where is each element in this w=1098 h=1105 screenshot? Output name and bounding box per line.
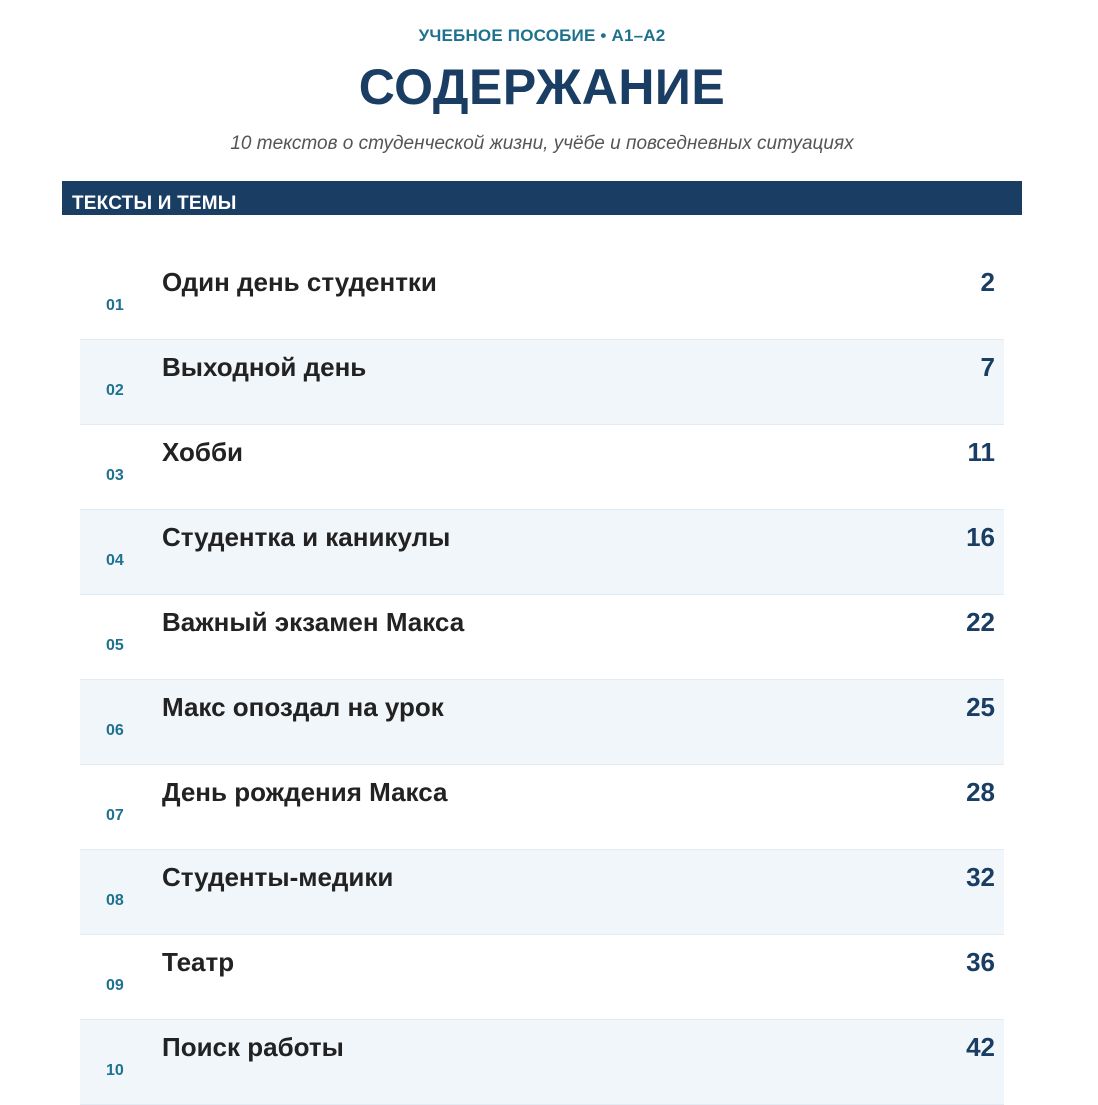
table-of-contents bbox=[80, 255, 1004, 1105]
toc-entry[interactable] bbox=[80, 255, 1004, 340]
toc-entry[interactable] bbox=[80, 765, 1004, 850]
toc-entry[interactable] bbox=[80, 510, 1004, 595]
toc-entry-number: 08 bbox=[106, 892, 124, 909]
toc-entry-number: 09 bbox=[106, 977, 124, 994]
toc-entry-page: 25 bbox=[966, 692, 995, 722]
toc-entry-page: 2 bbox=[980, 267, 995, 297]
toc-entry-title: Поиск работы bbox=[162, 1032, 344, 1062]
toc-entry-number: 07 bbox=[106, 807, 124, 824]
toc-entry-number: 01 bbox=[106, 297, 124, 314]
toc-entry-number: 03 bbox=[106, 467, 124, 484]
toc-entry-page: 11 bbox=[967, 437, 995, 467]
toc-entry[interactable] bbox=[80, 425, 1004, 510]
toc-entry-title: Макс опоздал на урок bbox=[162, 692, 444, 722]
toc-entry-number: 10 bbox=[106, 1062, 124, 1079]
toc-entry[interactable] bbox=[80, 935, 1004, 1020]
toc-entry-number: 02 bbox=[106, 382, 124, 399]
toc-entry-number: 06 bbox=[106, 722, 124, 739]
toc-entry-page: 42 bbox=[966, 1032, 995, 1062]
toc-entry-number: 05 bbox=[106, 637, 124, 654]
toc-entry-page: 22 bbox=[966, 607, 995, 637]
toc-entry-number: 04 bbox=[106, 552, 124, 569]
toc-entry[interactable] bbox=[80, 850, 1004, 935]
toc-entry[interactable] bbox=[80, 340, 1004, 425]
toc-entry-title: Театр bbox=[162, 947, 235, 977]
toc-entry-page: 16 bbox=[966, 522, 995, 552]
section-title: ТЕКСТЫ И ТЕМЫ bbox=[72, 193, 237, 214]
toc-entry[interactable] bbox=[80, 595, 1004, 680]
toc-entry-page: 28 bbox=[966, 777, 995, 807]
toc-entry-title: Один день студентки bbox=[162, 267, 437, 297]
toc-entry-page: 32 bbox=[966, 862, 995, 892]
page-title: СОДЕРЖАНИЕ bbox=[358, 59, 726, 115]
toc-entry[interactable] bbox=[80, 1020, 1004, 1105]
toc-entry-page: 7 bbox=[980, 352, 995, 382]
toc-entry-title: Хобби bbox=[162, 437, 243, 467]
toc-entry-title: Студенты-медики bbox=[162, 862, 394, 892]
section-header bbox=[62, 181, 1022, 215]
toc-entry-page: 36 bbox=[966, 947, 995, 977]
page-subtitle: 10 текстов о студенческой жизни, учёбе и повседневных ситуациях bbox=[230, 133, 854, 154]
toc-entry-title: День рождения Макса bbox=[162, 777, 448, 807]
toc-entry-title: Выходной день bbox=[162, 352, 367, 382]
book-series-label: УЧЕБНОЕ ПОСОБИЕ • А1–А2 bbox=[418, 26, 666, 45]
toc-entry-title: Студентка и каникулы bbox=[162, 522, 451, 552]
toc-entry-title: Важный экзамен Макса bbox=[162, 607, 465, 637]
toc-entry[interactable] bbox=[80, 680, 1004, 765]
